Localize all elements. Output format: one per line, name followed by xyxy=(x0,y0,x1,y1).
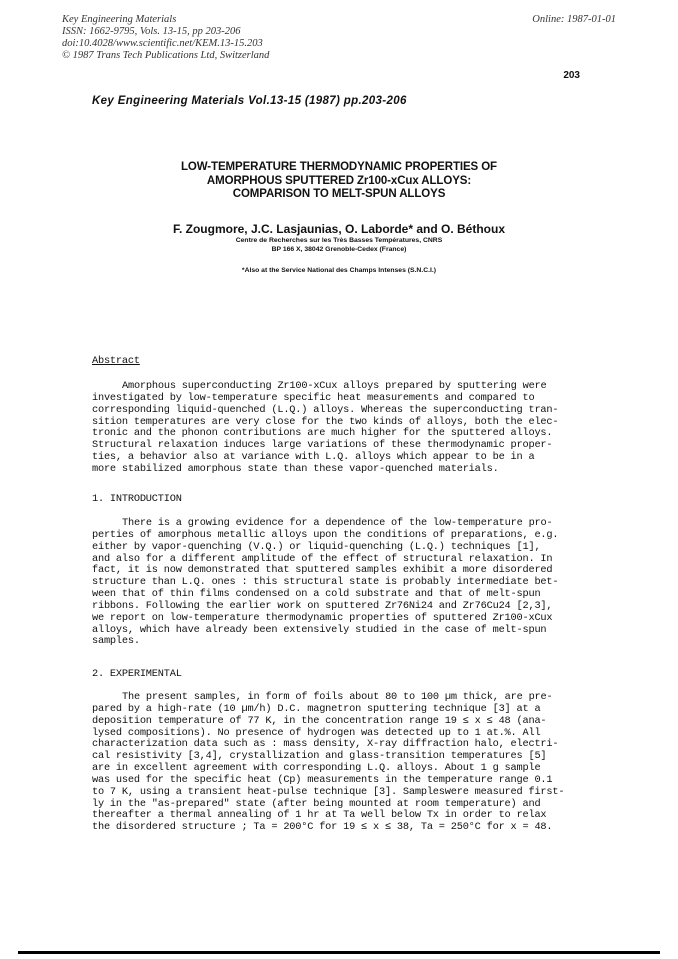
exp-line: are in excellent agreement with corresponding L.Q. alloys. About 1 g sample xyxy=(92,762,541,775)
exp-line: The present samples, in form of foils about 80 to 100 µm thick, are pre- xyxy=(122,691,553,703)
affiliation xyxy=(0,237,678,254)
intro-line: we report on low-temperature thermodynamic properties of sputtered Zr100-xCux xyxy=(92,611,553,624)
intro-line: ribbons. Following the earlier work on sputtered Zr76Ni24 and Zr76Cu24 [2,3], xyxy=(92,599,553,612)
abstract-line: Structural relaxation induces large variations of these thermodynamic proper- xyxy=(92,439,553,452)
meta-line: ISSN: 1662-9795, Vols. 13-15, pp 203-206 xyxy=(62,26,241,37)
exp-line: characterization data such as : mass density, X-ray diffraction halo, electri- xyxy=(92,738,559,751)
paper-title xyxy=(0,161,678,202)
exp-line: deposition temperature of 77 K, in the concentration range 19 ≤ x ≤ 48 (ana- xyxy=(92,714,547,727)
online-date: Online: 1987-01-01 xyxy=(532,14,616,25)
publication-metadata xyxy=(62,14,269,62)
affiliation-line: BP 166 X, 38042 Grenoble-Cedex (France) xyxy=(271,245,407,253)
journal-line: Key Engineering Materials Vol.13-15 (1987) pp.203-206 xyxy=(92,95,407,107)
introduction-body xyxy=(92,518,590,648)
affiliation-line: Centre de Recherches sur les Très Basses Températures, CNRS xyxy=(235,237,443,244)
abstract-line: investigated by low-temperature specific heat measurements and compared to xyxy=(92,391,535,404)
intro-line: There is a growing evidence for a dependence of the low-temperature pro- xyxy=(122,517,553,529)
exp-line: cal resistivity [3,4], crystallization and glass-transition temperatures [5] xyxy=(92,750,547,763)
intro-line: either by vapor-quenching (V.Q.) or liquid-quenching (L.Q.) techniques [1], xyxy=(92,540,541,553)
abstract-line: ties, a behavior also at variance with L.Q. alloys which appear to be in a xyxy=(92,451,535,464)
page-number: 203 xyxy=(563,70,580,81)
exp-line: to 7 K, using a transient heat-pulse technique [3]. Sampleswere measured first- xyxy=(92,785,565,798)
intro-line: samples. xyxy=(92,635,140,648)
exp-line: lysed compositions). No presence of hydrogen was detected up to 1 at.%. All xyxy=(92,726,541,739)
exp-line: pared by a high-rate (10 µm/h) D.C. magnetron sputtering technique [3] at a xyxy=(92,702,541,715)
exp-line: ly in the "as-prepared" state (after being mounted at room temperature) and xyxy=(92,797,541,810)
authors: F. Zougmore, J.C. Lasjaunias, O. Laborde* and O. Béthoux xyxy=(172,222,506,236)
abstract-heading: Abstract xyxy=(92,355,140,367)
abstract-line: Amorphous superconducting Zr100-xCux alloys prepared by sputtering were xyxy=(122,380,547,392)
intro-line: and also for a different amplitude of the effect of structural relaxation. In xyxy=(92,552,553,565)
section-heading-introduction: 1. INTRODUCTION xyxy=(92,493,182,505)
affiliation-note: *Also at the Service National des Champs Intenses (S.N.C.I.) xyxy=(241,267,437,274)
intro-line: ween that of thin films condensed on a cold substrate and that of melt-spun xyxy=(92,588,541,601)
intro-line: alloys, which have already been extensively studied in the case of melt-spun xyxy=(92,623,547,636)
title-line: AMORPHOUS SPUTTERED Zr100-xCux ALLOYS: xyxy=(206,174,472,187)
abstract-line: corresponding liquid-quenched (L.Q.) alloys. Whereas the superconducting tran- xyxy=(92,403,559,416)
exp-line: was used for the specific heat (Cp) measurements in the temperature range 0.1 xyxy=(92,773,553,786)
abstract-line: tronic and the phonon contributions are much higher for the sputtered alloys. xyxy=(92,427,553,440)
meta-line: doi:10.4028/www.scientific.net/KEM.13-15.203 xyxy=(62,38,263,49)
intro-line: fact, it is now demonstrated that sputtered samples exhibit a more disordered xyxy=(92,564,553,577)
meta-line: Key Engineering Materials xyxy=(62,14,177,25)
abstract-line: more stabilized amorphous state than these vapor-quenched materials. xyxy=(92,462,499,475)
abstract-line: sition temperatures are very close for the two kinds of alloys, both the elec- xyxy=(92,415,559,428)
page-bottom-rule xyxy=(18,951,660,954)
experimental-body xyxy=(92,692,590,834)
title-line: COMPARISON TO MELT-SPUN ALLOYS xyxy=(232,188,446,200)
meta-line: © 1987 Trans Tech Publications Ltd, Switzerland xyxy=(62,50,270,61)
section-heading-experimental: 2. EXPERIMENTAL xyxy=(92,668,182,680)
exp-line: the disordered structure ; Ta = 200°C for 19 ≤ x ≤ 38, Ta = 250°C for x = 48. xyxy=(92,821,553,834)
abstract-body xyxy=(92,381,590,476)
intro-line: perties of amorphous metallic alloys upon the conditions of preparations, e.g. xyxy=(92,528,559,541)
intro-line: structure than L.Q. ones : this structural state is probably intermediate bet- xyxy=(92,576,559,589)
exp-line: thereafter a thermal annealing of 1 hr at Ta well below Tx in order to relax xyxy=(92,809,547,822)
title-line: LOW-TEMPERATURE THERMODYNAMIC PROPERTIES OF xyxy=(181,161,497,173)
